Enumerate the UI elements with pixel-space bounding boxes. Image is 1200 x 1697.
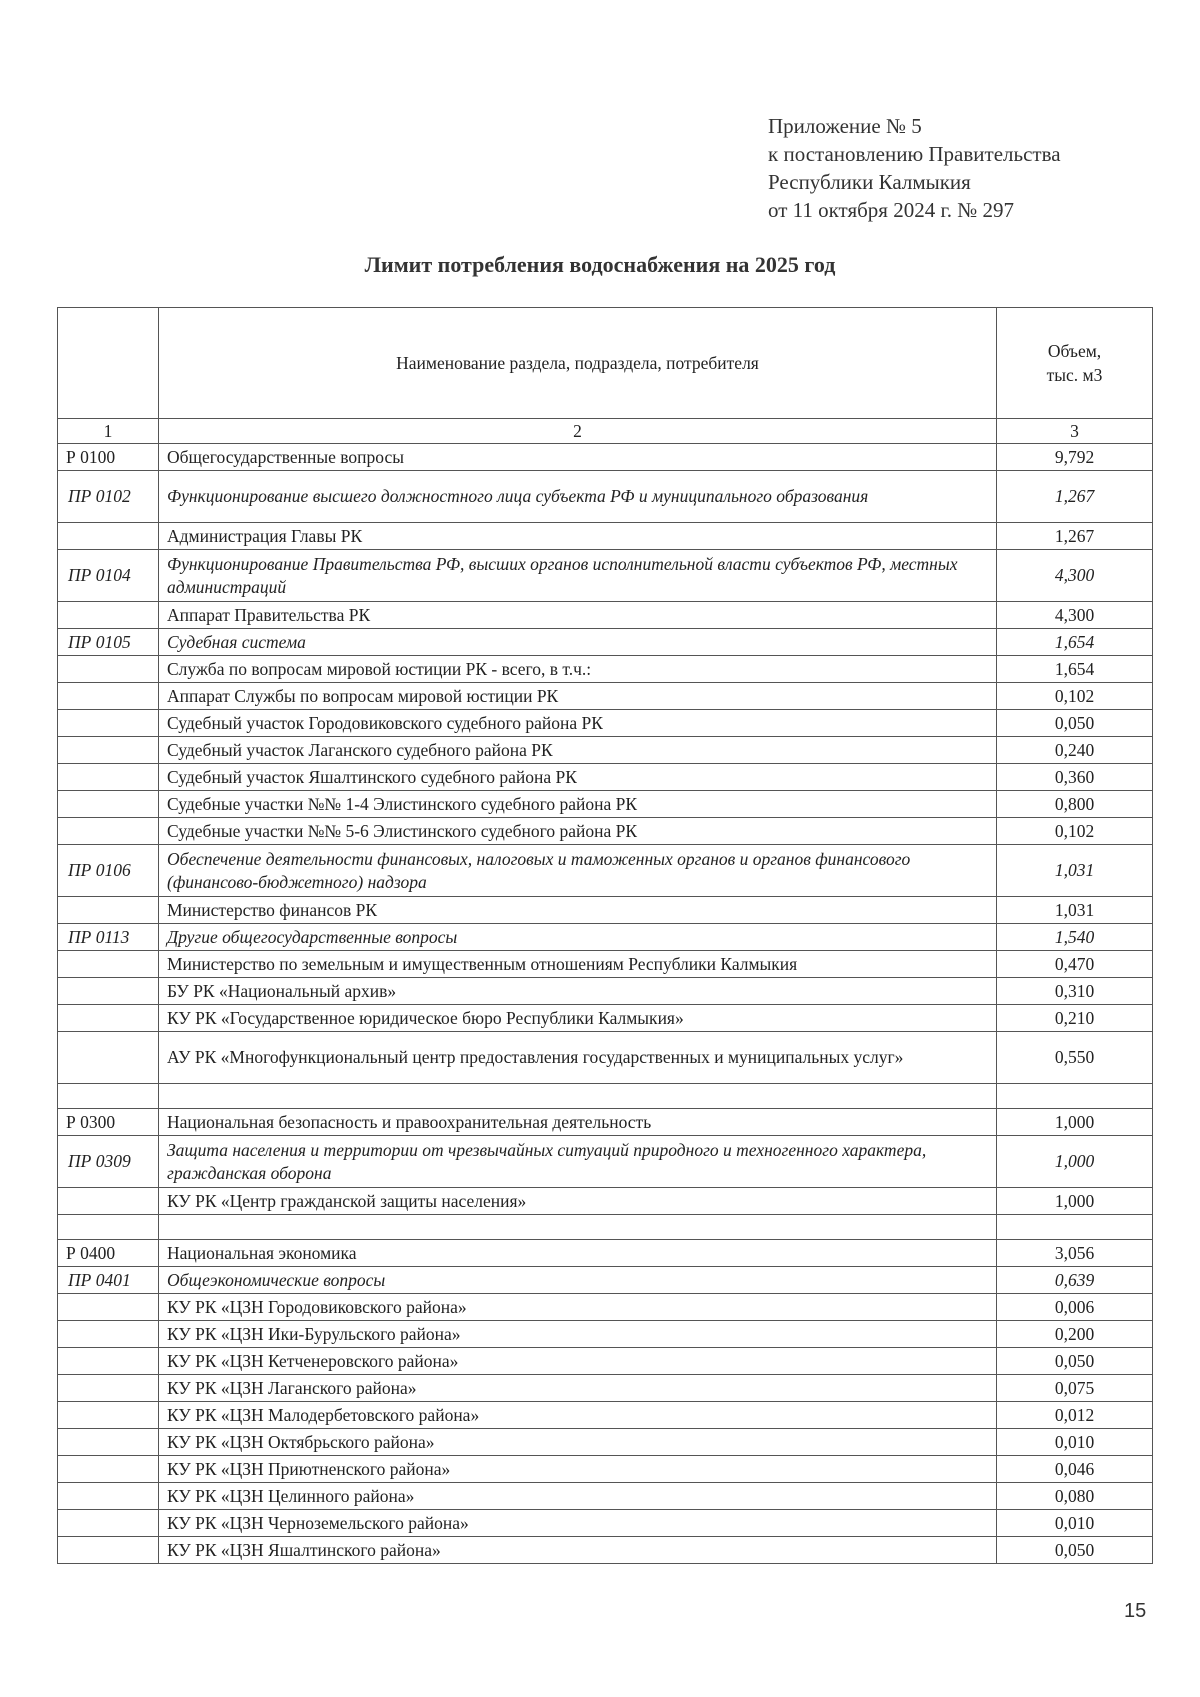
row-code-cell: Р 0400 [58, 1240, 159, 1267]
row-volume-cell: 0,310 [997, 978, 1153, 1005]
row-code-cell [58, 1456, 159, 1483]
row-volume-cell: 0,639 [997, 1267, 1153, 1294]
table-row [58, 1005, 1153, 1032]
row-name-cell: Защита населения и территории от чрезвычайных ситуаций природного и техногенного характера, гражданская оборона [159, 1136, 997, 1188]
row-code-cell [58, 1084, 159, 1109]
row-name-cell: Судебный участок Городовиковского судебного района РК [159, 710, 997, 737]
row-name-cell: КУ РК «Государственное юридическое бюро Республики Калмыкия» [159, 1005, 997, 1032]
table-row [58, 1537, 1153, 1564]
row-volume-cell: 0,010 [997, 1429, 1153, 1456]
row-volume-cell: 0,050 [997, 1537, 1153, 1564]
row-code-cell [58, 791, 159, 818]
row-code-cell [58, 1294, 159, 1321]
row-code-cell [58, 1510, 159, 1537]
table-row [58, 1510, 1153, 1537]
table-row [58, 523, 1153, 550]
row-code-cell: Р 0100 [58, 444, 159, 471]
table-header-row [58, 308, 1153, 419]
row-code-cell [58, 1321, 159, 1348]
appendix-number: Приложение № 5 [768, 114, 922, 138]
row-volume-cell: 3,056 [997, 1240, 1153, 1267]
row-name-cell: КУ РК «ЦЗН Яшалтинского района» [159, 1537, 997, 1564]
row-name-cell: КУ РК «ЦЗН Черноземельского района» [159, 1510, 997, 1537]
table-row [58, 1240, 1153, 1267]
row-name-cell: КУ РК «ЦЗН Ики-Бурульского района» [159, 1321, 997, 1348]
row-code-cell [58, 683, 159, 710]
row-volume-cell: 1,654 [997, 656, 1153, 683]
row-name-cell: Администрация Главы РК [159, 523, 997, 550]
page-title: Лимит потребления водоснабжения на 2025 год [364, 252, 836, 277]
table-row [58, 951, 1153, 978]
row-name-cell: Судебный участок Яшалтинского судебного района РК [159, 764, 997, 791]
row-name-cell: Судебная система [159, 629, 997, 656]
row-code-cell [58, 737, 159, 764]
row-name-cell: Национальная безопасность и правоохранительная деятельность [159, 1109, 997, 1136]
row-code-cell: ПР 0113 [58, 924, 159, 951]
column-number-row [58, 419, 1153, 444]
row-volume-cell: 1,031 [997, 845, 1153, 897]
row-name-cell: Функционирование высшего должностного лица субъекта РФ и муниципального образования [159, 471, 997, 523]
row-code-cell [58, 951, 159, 978]
page-number: 15 [1124, 1600, 1147, 1622]
row-volume-cell: 1,540 [997, 924, 1153, 951]
row-code-cell [58, 1032, 159, 1084]
table-row [58, 1136, 1153, 1188]
table-row [58, 1429, 1153, 1456]
row-volume-cell: 0,360 [997, 764, 1153, 791]
table-row [58, 629, 1153, 656]
row-volume-cell: 0,210 [997, 1005, 1153, 1032]
header-volume-cell [997, 308, 1153, 419]
row-name-cell: Служба по вопросам мировой юстиции РК - всего, в т.ч.: [159, 656, 997, 683]
row-volume-cell: 0,200 [997, 1321, 1153, 1348]
column-number-2: 2 [159, 419, 997, 444]
row-code-cell [58, 764, 159, 791]
row-code-cell [58, 656, 159, 683]
row-volume-cell: 1,267 [997, 523, 1153, 550]
row-name-cell: АУ РК «Многофункциональный центр предоставления государственных и муниципальных услуг» [159, 1032, 997, 1084]
row-volume-cell: 4,300 [997, 550, 1153, 602]
row-volume-cell [997, 1215, 1153, 1240]
table-row [58, 1032, 1153, 1084]
row-code-cell: ПР 0105 [58, 629, 159, 656]
row-volume-cell: 0,050 [997, 1348, 1153, 1375]
row-volume-cell: 1,654 [997, 629, 1153, 656]
row-code-cell: ПР 0104 [58, 550, 159, 602]
row-name-cell: КУ РК «ЦЗН Целинного района» [159, 1483, 997, 1510]
row-code-cell [58, 818, 159, 845]
row-code-cell: ПР 0102 [58, 471, 159, 523]
row-code-cell [58, 897, 159, 924]
column-number-3: 3 [997, 419, 1153, 444]
row-volume-cell: 0,006 [997, 1294, 1153, 1321]
row-code-cell [58, 1429, 159, 1456]
table-row [58, 1483, 1153, 1510]
row-volume-cell: 1,031 [997, 897, 1153, 924]
row-name-cell: КУ РК «ЦЗН Приютненского района» [159, 1456, 997, 1483]
table-row [58, 1375, 1153, 1402]
row-name-cell: КУ РК «Центр гражданской защиты населения» [159, 1188, 997, 1215]
table-row [58, 1109, 1153, 1136]
row-code-cell [58, 1188, 159, 1215]
table-row [58, 818, 1153, 845]
row-name-cell: КУ РК «ЦЗН Октябрьского района» [159, 1429, 997, 1456]
table-row [58, 845, 1153, 897]
header-code-cell [58, 308, 159, 419]
row-name-cell: Министерство по земельным и имущественным отношениям Республики Калмыкия [159, 951, 997, 978]
row-code-cell [58, 1375, 159, 1402]
water-limit-table [57, 307, 1153, 1564]
table-row [58, 764, 1153, 791]
header-name-cell: Наименование раздела, подраздела, потребителя [159, 308, 997, 419]
appendix-republic: Республики Калмыкия [768, 170, 971, 194]
row-name-cell: КУ РК «ЦЗН Малодербетовского района» [159, 1402, 997, 1429]
row-volume-cell [997, 1084, 1153, 1109]
row-volume-cell: 0,102 [997, 683, 1153, 710]
row-volume-cell: 0,075 [997, 1375, 1153, 1402]
row-name-cell: Общегосударственные вопросы [159, 444, 997, 471]
row-code-cell [58, 602, 159, 629]
appendix-resolution-ref: к постановлению Правительства [768, 142, 1061, 166]
row-code-cell: ПР 0106 [58, 845, 159, 897]
row-code-cell: ПР 0401 [58, 1267, 159, 1294]
row-volume-cell: 0,080 [997, 1483, 1153, 1510]
row-name-cell: КУ РК «ЦЗН Лаганского района» [159, 1375, 997, 1402]
blank-row [58, 1084, 1153, 1109]
row-volume-cell: 9,792 [997, 444, 1153, 471]
table-row [58, 656, 1153, 683]
blank-row [58, 1215, 1153, 1240]
row-volume-cell: 0,050 [997, 710, 1153, 737]
row-name-cell: Обеспечение деятельности финансовых, налоговых и таможенных органов и органов финансового (финансово-бюджетного) надзора [159, 845, 997, 897]
table-row [58, 471, 1153, 523]
row-volume-cell: 0,046 [997, 1456, 1153, 1483]
row-name-cell: БУ РК «Национальный архив» [159, 978, 997, 1005]
table-row [58, 791, 1153, 818]
appendix-header [768, 112, 1061, 224]
table-row [58, 1294, 1153, 1321]
table-row [58, 978, 1153, 1005]
table-row [58, 1402, 1153, 1429]
row-name-cell: КУ РК «ЦЗН Городовиковского района» [159, 1294, 997, 1321]
table-row [58, 1188, 1153, 1215]
table-row [58, 1321, 1153, 1348]
table-row [58, 683, 1153, 710]
row-volume-cell: 0,550 [997, 1032, 1153, 1084]
row-name-cell: Общеэкономические вопросы [159, 1267, 997, 1294]
table-row [58, 1348, 1153, 1375]
row-code-cell [58, 978, 159, 1005]
row-name-cell: Национальная экономика [159, 1240, 997, 1267]
row-volume-cell: 0,240 [997, 737, 1153, 764]
column-number-1: 1 [58, 419, 159, 444]
row-code-cell [58, 1537, 159, 1564]
row-code-cell: ПР 0309 [58, 1136, 159, 1188]
row-volume-cell: 0,012 [997, 1402, 1153, 1429]
row-name-cell: Судебные участки №№ 5-6 Элистинского судебного района РК [159, 818, 997, 845]
row-volume-cell: 1,000 [997, 1188, 1153, 1215]
row-code-cell [58, 1215, 159, 1240]
row-code-cell: Р 0300 [58, 1109, 159, 1136]
table-row [58, 550, 1153, 602]
row-volume-cell: 0,800 [997, 791, 1153, 818]
header-volume-label: Объем, тыс. м3 [1046, 341, 1103, 385]
row-code-cell [58, 1402, 159, 1429]
row-volume-cell: 0,470 [997, 951, 1153, 978]
row-name-cell: Аппарат Службы по вопросам мировой юстиции РК [159, 683, 997, 710]
row-name-cell: Функционирование Правительства РФ, высших органов исполнительной власти субъектов РФ, местных администраций [159, 550, 997, 602]
table-row [58, 1267, 1153, 1294]
table-row [58, 1456, 1153, 1483]
row-code-cell [58, 1483, 159, 1510]
row-volume-cell: 1,000 [997, 1136, 1153, 1188]
row-volume-cell: 1,000 [997, 1109, 1153, 1136]
table-row [58, 924, 1153, 951]
row-name-cell [159, 1084, 997, 1109]
row-volume-cell: 1,267 [997, 471, 1153, 523]
row-volume-cell: 0,010 [997, 1510, 1153, 1537]
row-volume-cell: 4,300 [997, 602, 1153, 629]
row-name-cell: КУ РК «ЦЗН Кетченеровского района» [159, 1348, 997, 1375]
row-name-cell: Судебные участки №№ 1-4 Элистинского судебного района РК [159, 791, 997, 818]
row-name-cell: Другие общегосударственные вопросы [159, 924, 997, 951]
table-row [58, 710, 1153, 737]
row-name-cell [159, 1215, 997, 1240]
row-name-cell: Министерство финансов РК [159, 897, 997, 924]
table-row [58, 602, 1153, 629]
row-volume-cell: 0,102 [997, 818, 1153, 845]
table-row [58, 737, 1153, 764]
row-code-cell [58, 1005, 159, 1032]
row-code-cell [58, 523, 159, 550]
table-row [58, 897, 1153, 924]
table-row [58, 444, 1153, 471]
row-name-cell: Аппарат Правительства РК [159, 602, 997, 629]
row-name-cell: Судебный участок Лаганского судебного района РК [159, 737, 997, 764]
row-code-cell [58, 710, 159, 737]
row-code-cell [58, 1348, 159, 1375]
appendix-date: от 11 октября 2024 г. № 297 [768, 198, 1014, 222]
